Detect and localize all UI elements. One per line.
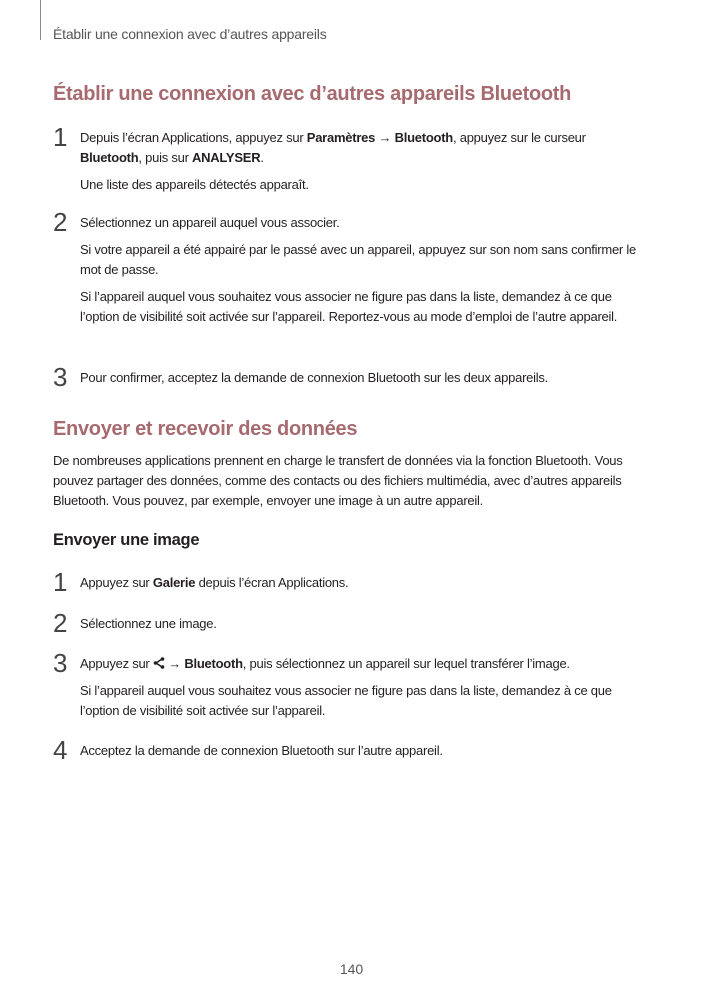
- step-note: Si l’appareil auquel vous souhaitez vous associer ne figure pas dans la liste, demandez à ce que l’option de visibilité soit activée sur l’appareil. Reportez-vous au mode d’emploi de l’autre appareil.: [80, 289, 618, 324]
- page-number: 140: [339, 961, 364, 977]
- step-text: Appuyez sur → Bluetooth, puis sélectionnez un appareil sur lequel transférer l’image.: [80, 656, 570, 671]
- step-note: Si votre appareil a été appairé par le passé avec un appareil, appuyez sur son nom sans confirmer le mot de passe.: [80, 242, 636, 277]
- subsection-title-send-image: Envoyer une image: [53, 531, 200, 549]
- header-rule: [40, 0, 41, 40]
- step-number: 2: [53, 207, 68, 237]
- step-text: Depuis l’écran Applications, appuyez sur Paramètres → Bluetooth, appuyez sur le curseur Bluetooth, puis sur ANALYSER.: [80, 130, 586, 165]
- section-intro: De nombreuses applications prennent en charge le transfert de données via la fonction Bluetooth. Vous pouvez partager des données, comme des contacts ou des fichiers multimédia, avec d’autres appareils Bluetooth. Vous pouvez, par exemple, envoyer une image à un autre appareil.: [53, 453, 623, 508]
- step-number: 4: [53, 735, 68, 765]
- step-number: 3: [53, 362, 68, 392]
- step-number: 3: [53, 648, 68, 678]
- step-text: Appuyez sur Galerie depuis l’écran Applications.: [80, 575, 349, 590]
- share-icon: [153, 655, 165, 667]
- step-text: Sélectionnez un appareil auquel vous associer.: [80, 215, 340, 230]
- running-header: Établir une connexion avec d’autres appareils: [53, 26, 327, 42]
- step-number: 1: [53, 122, 68, 152]
- step-note: Si l’appareil auquel vous souhaitez vous associer ne figure pas dans la liste, demandez à ce que l’option de visibilité soit activée sur l’appareil.: [80, 683, 612, 718]
- step-text: Acceptez la demande de connexion Bluetooth sur l’autre appareil.: [80, 743, 443, 758]
- step-text: Sélectionnez une image.: [80, 616, 217, 631]
- section-title-bluetooth-connect: Établir une connexion avec d’autres appareils Bluetooth: [53, 83, 572, 105]
- step-number: 2: [53, 608, 68, 638]
- step-number: 1: [53, 567, 68, 597]
- step-text: Pour confirmer, acceptez la demande de connexion Bluetooth sur les deux appareils.: [80, 370, 549, 385]
- section-title-send-receive: Envoyer et recevoir des données: [53, 418, 358, 440]
- step-note: Une liste des appareils détectés apparaît.: [80, 177, 309, 192]
